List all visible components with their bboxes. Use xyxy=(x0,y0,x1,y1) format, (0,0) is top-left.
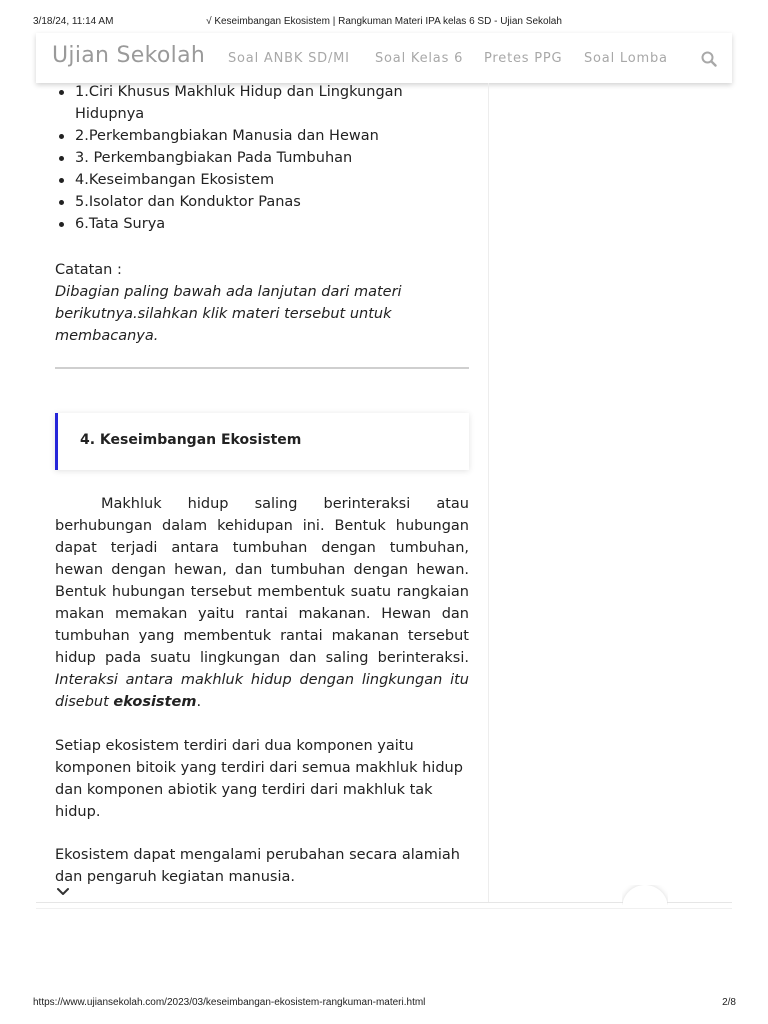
sidebar-divider xyxy=(488,83,489,903)
print-footer xyxy=(0,997,768,1011)
nav-link-soal-lomba[interactable]: Soal Lomba xyxy=(584,51,668,66)
keyword-ekosistem: ekosistem xyxy=(113,694,197,710)
list-item[interactable]: 6.Tata Surya xyxy=(55,213,469,235)
print-header xyxy=(0,16,768,30)
list-item[interactable]: 4.Keseimbangan Ekosistem xyxy=(55,169,469,191)
paragraph-intro xyxy=(55,493,469,713)
nav-link-soal-kelas-6[interactable]: Soal Kelas 6 xyxy=(375,51,464,66)
materi-list xyxy=(55,81,469,235)
search-icon[interactable] xyxy=(701,51,717,67)
nav-link-pretes-ppg[interactable]: Pretes PPG xyxy=(484,51,563,66)
section-heading-box xyxy=(55,413,469,470)
list-item[interactable]: 5.Isolator dan Konduktor Panas xyxy=(55,191,469,213)
paragraph-perubahan: Ekosistem dapat mengalami perubahan secara alamiah dan pengaruh kegiatan manusia. xyxy=(55,847,460,885)
site-logo[interactable]: Ujian Sekolah xyxy=(52,43,206,68)
list-item[interactable]: 3. Perkembangbiakan Pada Tumbuhan xyxy=(55,147,469,169)
nav-link-soal-anbk[interactable]: Soal ANBK SD/MI xyxy=(228,51,350,66)
print-timestamp: 3/18/24, 11:14 AM xyxy=(33,16,114,27)
chevron-down-icon[interactable] xyxy=(56,885,70,897)
paragraph-intro-end: . xyxy=(196,694,202,710)
navbar xyxy=(36,33,732,83)
catatan-text: Dibagian paling bawah ada lanjutan dari materi berikutnya.silahkan klik materi tersebut untuk membacanya. xyxy=(55,284,402,344)
print-page-number: 2/8 xyxy=(722,997,736,1008)
catatan-label: Catatan : xyxy=(55,262,122,278)
print-page-title: √ Keseimbangan Ekosistem | Rangkuman Materi IPA kelas 6 SD - Ujian Sekolah xyxy=(206,16,562,27)
list-item[interactable]: 1.Ciri Khusus Makhluk Hidup dan Lingkungan Hidupnya xyxy=(55,81,469,125)
paragraph-komponen: Setiap ekosistem terdiri dari dua komponen yaitu komponen bitoik yang terdiri dari semua makhluk hidup dan komponen abiotik yang terdiri dari makhluk tak hidup. xyxy=(55,738,463,820)
bottom-divider-secondary xyxy=(36,908,732,909)
list-item[interactable]: 2.Perkembangbiakan Manusia dan Hewan xyxy=(55,125,469,147)
section-title: 4. Keseimbangan Ekosistem xyxy=(80,432,302,448)
paragraph-intro-italic: Interaksi antara makhluk hidup dengan lingkungan itu disebut xyxy=(55,672,469,710)
paragraph-intro-text: Makhluk hidup saling berinteraksi atau berhubungan dalam kehidupan ini. Bentuk hubungan dapat terjadi antara tumbuhan dengan tumbuhan, hewan dengan hewan, dan tumbuhan dengan hewan. Bentuk hubungan tersebut membentuk suatu rangkaian makan memakan yaitu rantai makanan. Hewan dan tumbuhan yang membentuk rantai makanan tersebut hidup pada suatu lingkungan dan saling berinteraksi. xyxy=(55,496,469,666)
scroll-top-button[interactable] xyxy=(622,885,668,905)
divider xyxy=(55,367,469,369)
print-url: https://www.ujiansekolah.com/2023/03/keseimbangan-ekosistem-rangkuman-materi.html xyxy=(33,997,426,1008)
